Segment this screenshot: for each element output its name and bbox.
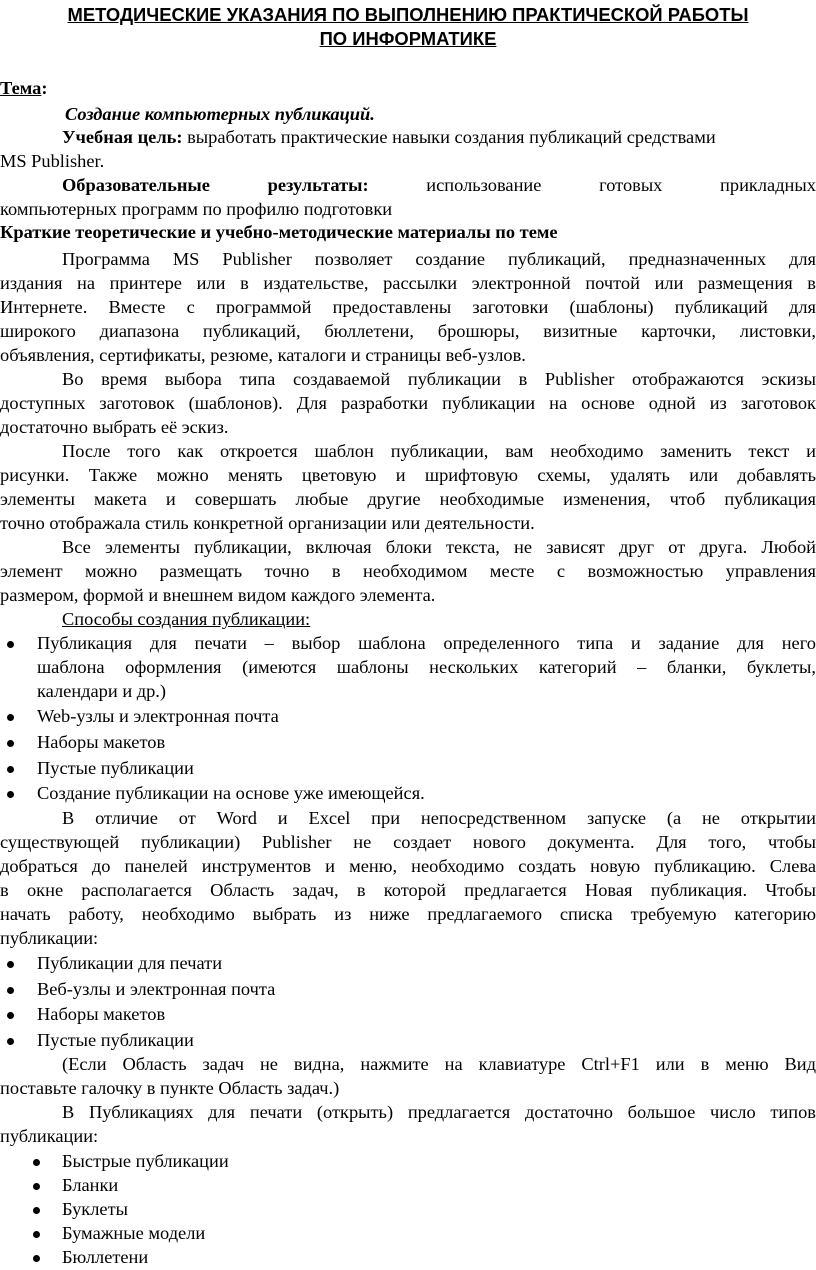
methods-item-1-line-2: шаблона оформления (имеются шаблоны нескольких категорий – бланки, буклеты, [37, 657, 816, 677]
hint-line-2: поставьте галочку в пункте Область задач.) [0, 1078, 340, 1098]
topic-label: Тема [0, 78, 42, 98]
topic-label-row [0, 79, 47, 97]
p5-line-4: в окне располагается Область задач, в которой предлагается Новая публикация. Чтобы [0, 880, 816, 900]
goal-label: Учебная цель: [62, 127, 183, 147]
methods-item-1-line-3: календари и др.) [37, 681, 167, 701]
p5-line-5: начать работу, необходимо выбрать из ниже предлагаемого списка требуемую категорию [0, 904, 816, 924]
methods-item-4: Пустые публикации [37, 758, 194, 778]
goal-text-1: выработать практические навыки создания публикаций средствами [187, 127, 716, 147]
bullet-icon [33, 1207, 40, 1214]
p4-line-3: размером, формой и внешнем видом каждого элемента. [0, 585, 436, 605]
print-type-2: Бланки [62, 1175, 119, 1195]
goal-line-1 [62, 128, 716, 146]
bullet-icon [33, 1231, 40, 1238]
methods-heading: Способы создания публикации: [62, 609, 311, 629]
p5-line-6: публикации: [0, 928, 99, 948]
bullet-icon [7, 714, 14, 721]
bullet-icon [7, 740, 14, 747]
category-item-1: Публикации для печати [37, 953, 223, 973]
methods-item-2: Web-узлы и электронная почта [37, 706, 279, 726]
methods-item-5: Создание публикации на основе уже имеющейся. [37, 783, 425, 803]
p4-line-2: элемент можно размещать точно в необходимом месте с возможностью управления [0, 561, 816, 581]
category-item-4: Пустые публикации [37, 1030, 194, 1050]
bullet-icon [7, 641, 14, 648]
p3-line-1: После того как откроется шаблон публикации, вам необходимо заменить текст и [62, 441, 816, 461]
print-line-1: В Публикациях для печати (открыть) предлагается достаточно большое число типов [62, 1102, 816, 1122]
p3-line-2: рисунки. Также можно менять цветовую и шрифтовую схемы, удалять или добавлять [0, 465, 816, 485]
category-item-3: Наборы макетов [37, 1004, 166, 1024]
bullet-icon [7, 1012, 14, 1019]
bullet-icon [7, 961, 14, 968]
topic-text: Создание компьютерных публикаций. [65, 104, 375, 124]
p1-line-3: Интернете. Вместе с программой предоставлены заготовки (шаблоны) публикаций для [0, 297, 816, 317]
results-label-word-2: результаты: [267, 175, 369, 195]
p2-line-2: доступных заготовок (шаблонов). Для разработки публикации на основе одной из заготовок [0, 393, 816, 413]
results-line-2: компьютерных программ по профилю подготовки [0, 199, 393, 219]
bullet-icon [7, 1038, 14, 1045]
results-text-word-1: использование [426, 175, 542, 195]
methods-item-3: Наборы макетов [37, 732, 166, 752]
topic-colon: : [41, 78, 48, 98]
p3-line-4: точно отображала стиль конкретной организации или деятельности. [0, 513, 535, 533]
p4-line-1: Все элементы публикации, включая блоки текста, не зависят друг от друга. Любой [62, 537, 816, 557]
bullet-icon [7, 791, 14, 798]
document-title-line-1: МЕТОДИЧЕСКИЕ УКАЗАНИЯ ПО ВЫПОЛНЕНИЮ ПРАКТИЧЕСКОЙ РАБОТЫ [67, 4, 749, 25]
bullet-icon [7, 987, 14, 994]
hint-line-1: (Если Область задач не видна, нажмите на клавиатуре Ctrl+F1 или в меню Вид [62, 1054, 816, 1074]
print-type-4: Бумажные модели [62, 1223, 206, 1243]
bullet-icon [7, 766, 14, 773]
p1-line-4: широкого диапазона публикаций, бюллетени, брошюры, визитные карточки, листовки, [0, 321, 816, 341]
p3-line-3: элементы макета и совершать любые другие необходимые изменения, чтоб публикация [0, 489, 816, 509]
goal-line-2: MS Publisher. [0, 151, 105, 171]
bullet-icon [33, 1255, 40, 1262]
print-type-5: Бюллетени [62, 1247, 149, 1267]
bullet-icon [33, 1183, 40, 1190]
bullet-icon [33, 1159, 40, 1166]
p1-line-1: Программа MS Publisher позволяет создание публикаций, предназначенных для [62, 249, 816, 269]
print-line-2: публикации: [0, 1126, 99, 1146]
p1-line-5: объявления, сертификаты, резюме, каталоги и страницы веб-узлов. [0, 345, 526, 365]
p2-line-1: Во время выбора типа создаваемой публикации в Publisher отображаются эскизы [62, 369, 816, 389]
print-type-3: Буклеты [62, 1199, 128, 1219]
results-text-word-3: прикладных [720, 175, 816, 195]
results-label-word-1: Образовательные [62, 175, 210, 195]
p5-line-3: добраться до панелей инструментов и меню, необходимо создать новую публикацию. Слева [0, 856, 816, 876]
results-text-word-2: готовых [599, 175, 663, 195]
methods-item-1-line-1: Публикация для печати – выбор шаблона определенного типа и задание для него [37, 633, 816, 653]
p5-line-1: В отличие от Word и Excel при непосредственном запуске (а не открытии [62, 808, 816, 828]
print-type-1: Быстрые публикации [62, 1151, 229, 1171]
p5-line-2: существующей публикации) Publisher не создает нового документа. Для того, чтобы [0, 832, 816, 852]
p1-line-2: издания на принтере или в издательстве, рассылки электронной почтой или размещения в [0, 273, 816, 293]
p2-line-3: достаточно выбрать её эскиз. [0, 417, 229, 437]
results-line-1 [62, 176, 816, 194]
category-item-2: Веб-узлы и электронная почта [37, 979, 276, 999]
section-heading: Краткие теоретические и учебно-методические материалы по теме [0, 222, 558, 242]
document-title-line-2: ПО ИНФОРМАТИКЕ [319, 28, 497, 49]
